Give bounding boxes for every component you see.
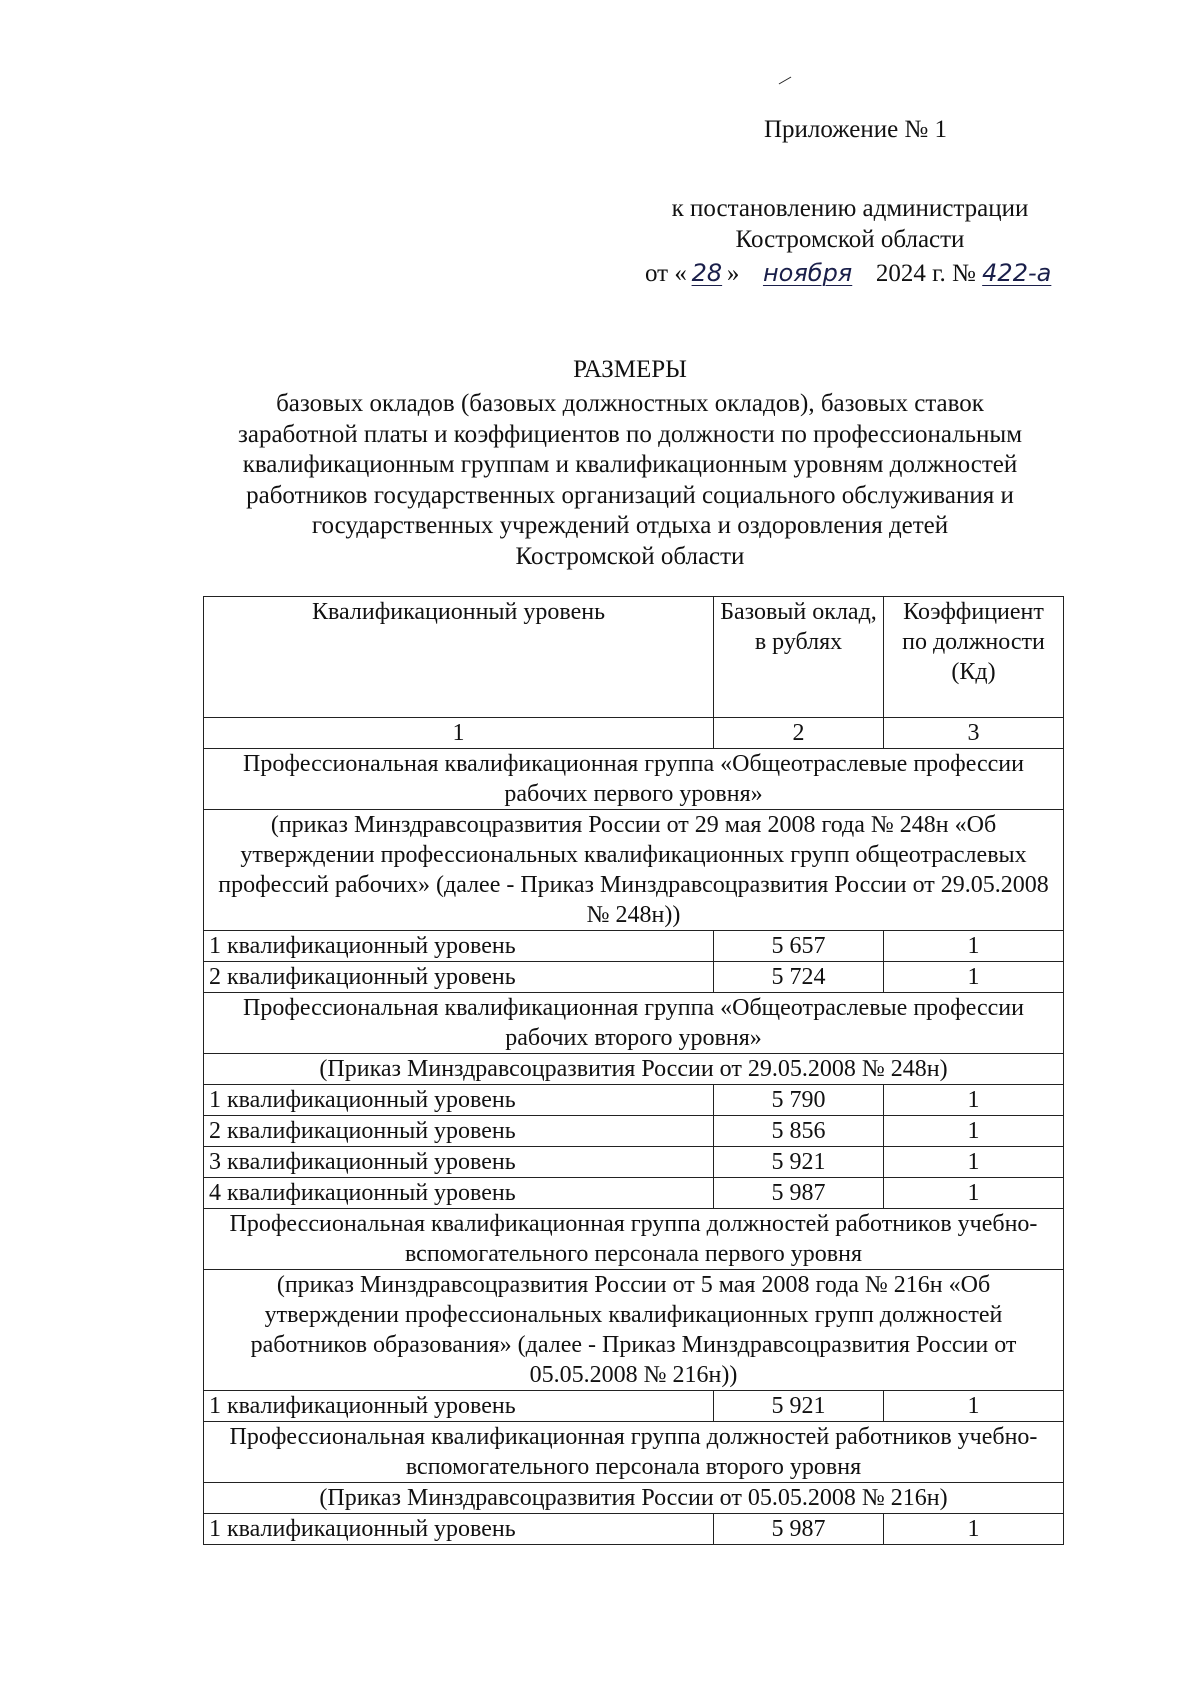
position-coefficient: 1 <box>884 1391 1064 1422</box>
qualification-level: 3 квалификационный уровень <box>204 1147 714 1178</box>
base-salary: 5 724 <box>714 962 884 993</box>
group-heading-row <box>204 1270 1064 1391</box>
column-number: 3 <box>884 718 1064 749</box>
table-row <box>204 1178 1064 1209</box>
column-number: 2 <box>714 718 884 749</box>
group-heading-row <box>204 810 1064 931</box>
base-salary: 5 657 <box>714 931 884 962</box>
document-title: РАЗМЕРЫ <box>573 356 687 383</box>
handwritten-month: ноября <box>762 259 853 287</box>
base-salary: 5 987 <box>714 1514 884 1545</box>
group-heading: Профессиональная квалификационная группа должностей работников учебно-вспомогательного персонала второго уровня <box>204 1422 1064 1483</box>
position-coefficient: 1 <box>884 1178 1064 1209</box>
base-salary: 5 921 <box>714 1147 884 1178</box>
decree-line-2: Костромской области <box>735 226 965 253</box>
document-subtitle: базовых окладов (базовых должностных окладов), базовых ставок заработной платы и коэффициентов по должности по профессиональным квалификационным группам и квалификационным уровням должностей работников государственных организаций социального обслуживания и государственных учреждений отдыха и оздоровления детей Костромской области <box>237 390 1023 570</box>
qualification-level: 1 квалификационный уровень <box>204 1085 714 1116</box>
group-heading-row <box>204 1054 1064 1085</box>
qualification-level: 4 квалификационный уровень <box>204 1178 714 1209</box>
handwritten-decree-number: 422-а <box>982 259 1052 287</box>
base-salary: 5 921 <box>714 1391 884 1422</box>
decree-line-1: к постановлению администрации <box>671 195 1029 222</box>
base-salary: 5 987 <box>714 1178 884 1209</box>
header-level: Квалификационный уровень <box>204 597 714 718</box>
date-mid: » <box>726 260 746 287</box>
group-heading-row <box>204 749 1064 810</box>
table-row <box>204 962 1064 993</box>
qualification-level: 2 квалификационный уровень <box>204 1116 714 1147</box>
group-heading: Профессиональная квалификационная группа «Общеотраслевые профессии рабочих второго уровня» <box>204 993 1064 1054</box>
group-heading-row <box>204 1422 1064 1483</box>
decree-date-line <box>645 259 1102 288</box>
qualification-level: 1 квалификационный уровень <box>204 1514 714 1545</box>
position-coefficient: 1 <box>884 1147 1064 1178</box>
group-heading-row <box>204 1483 1064 1514</box>
column-number-row <box>204 718 1064 749</box>
table-row <box>204 1147 1064 1178</box>
group-heading-row <box>204 1209 1064 1270</box>
table-row <box>204 1085 1064 1116</box>
salary-table <box>203 596 1064 1545</box>
header-salary: Базовый оклад, в рублях <box>714 597 884 718</box>
group-heading-row <box>204 993 1064 1054</box>
header-coefficient: Коэффициент по должности (Кд) <box>884 597 1064 718</box>
table-row <box>204 1116 1064 1147</box>
qualification-level: 1 квалификационный уровень <box>204 931 714 962</box>
group-heading: Профессиональная квалификационная группа «Общеотраслевые профессии рабочих первого уровня» <box>204 749 1064 810</box>
date-prefix: от « <box>645 260 687 287</box>
pen-mark-icon <box>779 77 792 85</box>
position-coefficient: 1 <box>884 1514 1064 1545</box>
table-header-row <box>204 597 1064 718</box>
position-coefficient: 1 <box>884 1085 1064 1116</box>
handwritten-day: 28 <box>691 259 723 287</box>
table-row <box>204 1391 1064 1422</box>
decree-reference <box>630 193 1070 255</box>
qualification-level: 1 квалификационный уровень <box>204 1391 714 1422</box>
qualification-level: 2 квалификационный уровень <box>204 962 714 993</box>
column-number: 1 <box>204 718 714 749</box>
base-salary: 5 856 <box>714 1116 884 1147</box>
group-heading: (приказ Минздравсоцразвития России от 5 мая 2008 года № 216н «Об утверждении профессиональных квалификационных групп должностей работников образования» (далее - Приказ Минздравсоцразвития России от 05.05.2008 № 216н)) <box>204 1270 1064 1391</box>
position-coefficient: 1 <box>884 962 1064 993</box>
group-heading: (Приказ Минздравсоцразвития России от 29.05.2008 № 248н) <box>204 1054 1064 1085</box>
position-coefficient: 1 <box>884 931 1064 962</box>
base-salary: 5 790 <box>714 1085 884 1116</box>
group-heading: (приказ Минздравсоцразвития России от 29 мая 2008 года № 248н «Об утверждении профессиональных квалификационных групп общеотраслевых профессий рабочих» (далее - Приказ Минздравсоцразвития России от 29.05.2008 № 248н)) <box>204 810 1064 931</box>
group-heading: Профессиональная квалификационная группа должностей работников учебно-вспомогательного персонала первого уровня <box>204 1209 1064 1270</box>
date-year: 2024 г. № <box>869 260 983 287</box>
position-coefficient: 1 <box>884 1116 1064 1147</box>
appendix-title: Приложение № 1 <box>764 116 948 143</box>
table-row <box>204 931 1064 962</box>
table-row <box>204 1514 1064 1545</box>
group-heading: (Приказ Минздравсоцразвития России от 05.05.2008 № 216н) <box>204 1483 1064 1514</box>
